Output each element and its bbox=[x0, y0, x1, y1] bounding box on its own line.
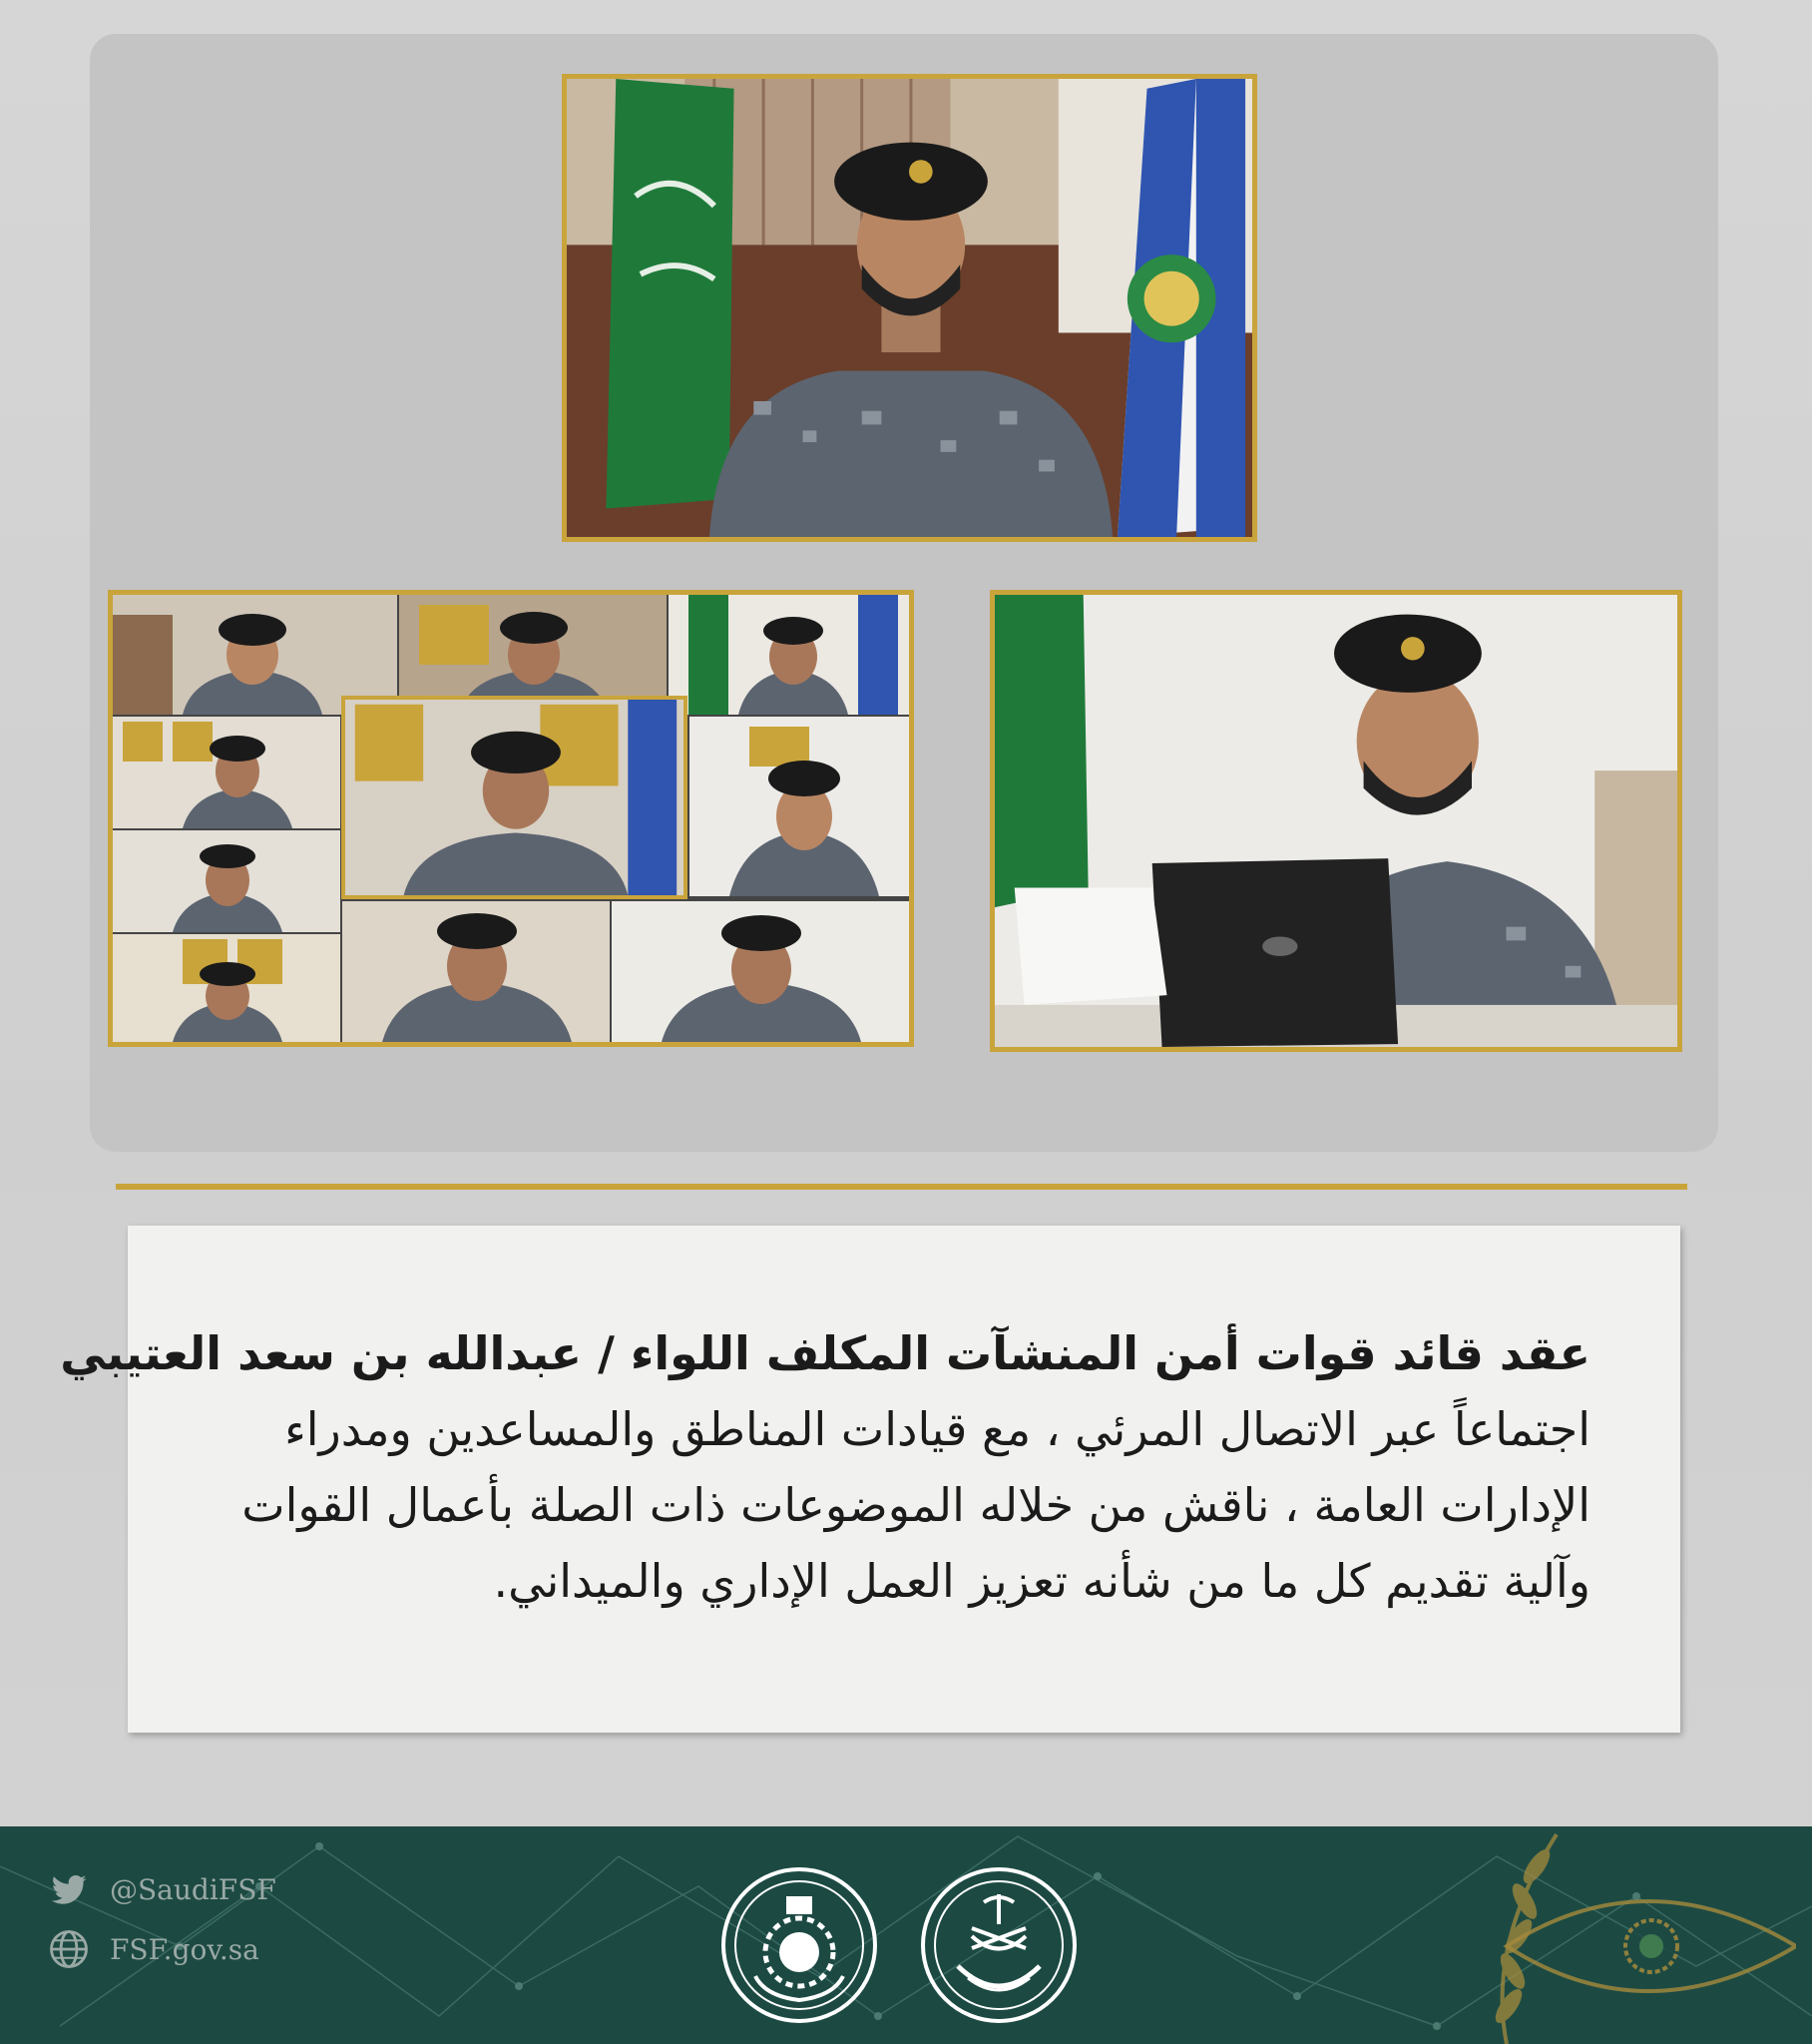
twitter-handle[interactable]: @SaudiFSF bbox=[110, 1872, 276, 1906]
eye-emblem-decoration bbox=[1497, 1891, 1796, 2001]
globe-icon bbox=[48, 1928, 90, 1970]
grid-tile bbox=[342, 901, 610, 1042]
caption-line-4: وآلية تقديم كل ما من شأنه تعزيز العمل الإداري والميداني. bbox=[493, 1554, 1590, 1608]
caption-line-1: عقد قائد قوات أمن المنشآت المكلف اللواء / عبدالله بن سعد العتيبي bbox=[60, 1326, 1590, 1380]
grid-tile-active-speaker bbox=[341, 696, 687, 899]
caption-box bbox=[60, 1226, 1680, 1733]
grid-tile bbox=[113, 717, 340, 828]
website-link[interactable]: FSF.gov.sa bbox=[110, 1932, 259, 1966]
grid-tile bbox=[689, 717, 909, 896]
twitter-icon bbox=[48, 1868, 90, 1910]
photo-officer-laptop bbox=[990, 590, 1682, 1052]
website-row[interactable] bbox=[48, 1928, 259, 1970]
caption-line-3: الإدارات العامة ، ناقش من خلاله الموضوعات ذات الصلة بأعمال القوات bbox=[241, 1478, 1590, 1532]
grid-tile bbox=[113, 830, 340, 932]
grid-tile bbox=[669, 595, 909, 715]
officer-laptop-image bbox=[995, 595, 1677, 1047]
photo-video-conference-grid bbox=[108, 590, 914, 1047]
grid-tile bbox=[113, 934, 340, 1042]
grid-tile bbox=[612, 901, 909, 1042]
gold-divider bbox=[116, 1184, 1687, 1190]
photo-commander bbox=[562, 74, 1257, 542]
twitter-row[interactable] bbox=[48, 1868, 276, 1910]
ministry-of-interior-emblem bbox=[920, 1866, 1078, 2024]
commander-image bbox=[567, 79, 1252, 537]
fsf-emblem bbox=[720, 1866, 878, 2024]
caption-line-2: اجتماعاً عبر الاتصال المرئي ، مع قيادات المناطق والمساعدين ومدراء bbox=[284, 1402, 1590, 1456]
